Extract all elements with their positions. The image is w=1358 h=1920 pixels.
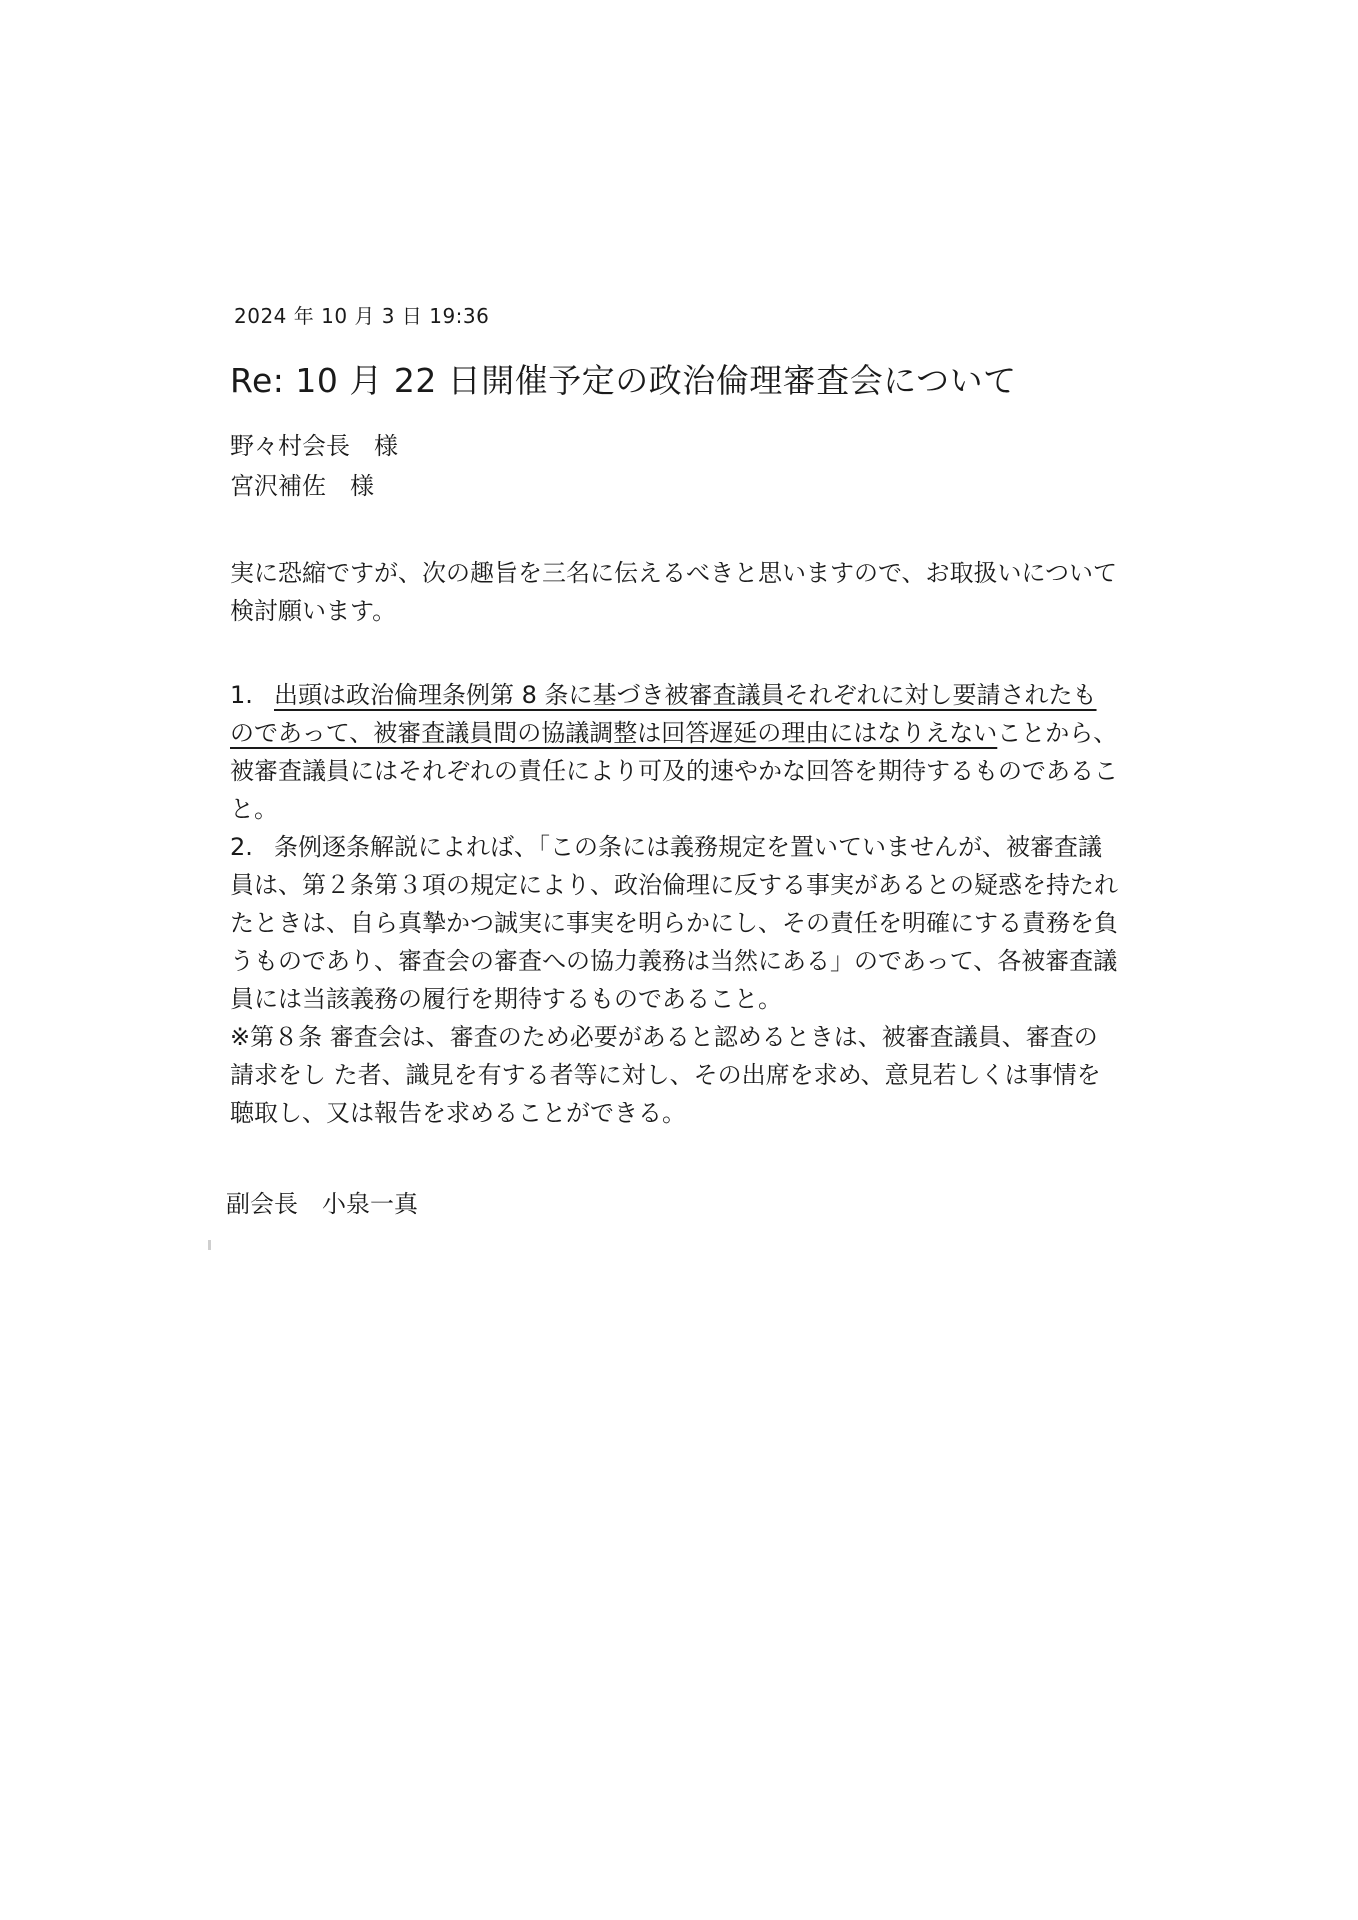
scan-speck [208, 1240, 211, 1250]
item-1 [230, 676, 1120, 828]
item-1-number: 1. [230, 681, 253, 709]
intro-paragraph: 実に恐縮ですが、次の趣旨を三名に伝えるべきと思いますので、お取扱いについて検討願います。 [230, 559, 1118, 625]
article-8-note: ※第８条 審査会は、審査のため必要があると認めるときは、被審査議員、審査の請求をし た者、識見を有する者等に対し、その出席を求め、意見若しくは事情を聴取し、又は報告を求めることができる。 [230, 1023, 1101, 1127]
item-2-text: 条例逐条解説によれば、「この条には義務規定を置いていませんが、被審査議員は、第２条第３項の規定により、政治倫理に反する事実があるとの疑惑を持たれたときは、自ら真摯かつ誠実に事実を明らかにし、その責任を明確にする責務を負うものであり、審査会の審査への協力義務は当然にある」のであって、各被審査議員には当該義務の履行を期待するものであること。 [230, 833, 1118, 1013]
memo-items [230, 676, 1120, 1132]
item-1-text: ことから、被審査議員にはそれぞれの責任により可及的速やかな回答を期待するものであること。 [230, 719, 1118, 823]
item-2-number: 2. [230, 833, 253, 861]
item-2 [230, 828, 1120, 1018]
memo-subject: Re: 10 月 22 日開催予定の政治倫理審査会について [230, 361, 1017, 400]
item-1-underlined-text: 出頭は政治倫理条例第 8 条に基づき被審査議員それぞれに対し要請されたものであって、被審査議員間の協議調整は回答遅延の理由にはなりえない [230, 681, 1097, 747]
recipient-assistant: 宮沢補佐 様 [230, 472, 374, 500]
memo-document [226, 300, 1130, 1219]
sent-date: 2024 年 10 月 3 日 19:36 [234, 304, 490, 328]
signature: 副会長 小泉一真 [226, 1190, 418, 1218]
recipient-chair: 野々村会長 様 [230, 432, 398, 460]
recipient-list [230, 426, 1130, 506]
